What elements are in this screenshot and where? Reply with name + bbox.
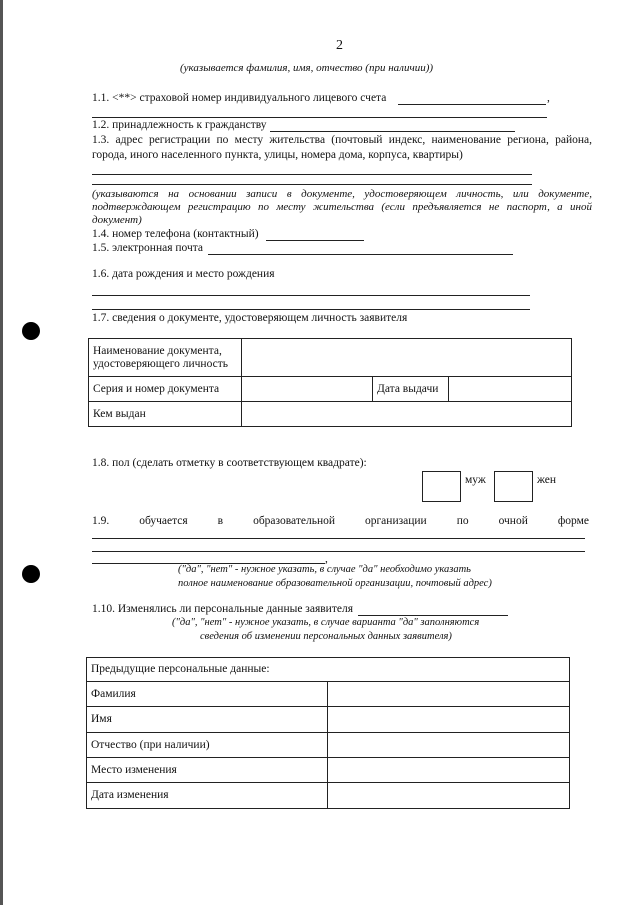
item-1-7-label: 1.7. сведения о документе, удостоверяющем личность заявителя [92, 312, 408, 324]
series-number-value[interactable] [242, 377, 373, 402]
study-field-comma: , [325, 553, 328, 565]
item-1-9-word: по [456, 515, 469, 527]
punch-hole-bottom [22, 565, 40, 583]
separator-line [92, 117, 547, 118]
male-label: муж [465, 474, 486, 486]
study-hint-2: полное наименование образовательной организации, почтовый адрес) [178, 578, 492, 589]
item-1-9-label [92, 515, 589, 527]
change-hint-1: ("да", "нет" - нужное указать, в случае варианта "да" заполняются [172, 617, 480, 628]
study-field-line-2[interactable] [92, 551, 585, 552]
birth-field-line-1[interactable] [92, 295, 530, 296]
issued-by-label: Кем выдан [89, 402, 242, 427]
issue-date-value[interactable] [449, 377, 572, 402]
prev-row-label: Имя [87, 707, 328, 733]
address-hint: (указываются на основании записи в документе, удостоверяющем личность, или документе, подтверждающем регистрацию по месту жительства (если предъявляется не паспорт, а иной документ) [92, 188, 592, 226]
phone-field[interactable] [266, 240, 364, 241]
prev-row-value[interactable] [328, 783, 570, 809]
issue-date-label: Дата выдачи [373, 377, 449, 402]
prev-row-label: Место изменения [87, 758, 328, 783]
item-1-9-word: 1.9. [92, 515, 110, 527]
item-1-6-label: 1.6. дата рождения и место рождения [92, 268, 275, 280]
prev-row-label: Фамилия [87, 682, 328, 707]
doc-name-value[interactable] [242, 339, 572, 377]
item-1-9-word: образовательной [253, 515, 335, 527]
item-1-9-word: обучается [139, 515, 188, 527]
address-field-line-2[interactable] [92, 184, 532, 185]
punch-hole-top [22, 322, 40, 340]
page-number: 2 [336, 38, 343, 53]
female-label: жен [537, 474, 557, 486]
item-1-9-word: организации [364, 515, 427, 527]
prev-row-value[interactable] [328, 758, 570, 783]
issued-by-value[interactable] [242, 402, 572, 427]
previous-data-header: Предыдущие персональные данные: [87, 658, 570, 682]
previous-data-table [86, 657, 570, 809]
series-number-label: Серия и номер документа [89, 377, 242, 402]
item-1-5-label: 1.5. электронная почта [92, 242, 204, 254]
item-1-1-label: 1.1. <**> страховой номер индивидуального лицевого счета [92, 92, 387, 104]
prev-row-value[interactable] [328, 733, 570, 758]
study-hint-1: ("да", "нет" - нужное указать, в случае "да" необходимо указать [178, 564, 471, 575]
item-1-3-label: 1.3. адрес регистрации по месту жительства (почтовый индекс, наименование региона, района, города, иного населенного пункта, улицы, номера дома, корпуса, квартиры) [92, 134, 592, 161]
prev-row-label: Дата изменения [87, 783, 328, 809]
scan-edge [0, 0, 3, 905]
item-1-10-label: 1.10. Изменялись ли персональные данные заявителя [92, 603, 353, 615]
address-field-line-1[interactable] [92, 174, 532, 175]
prev-row-value[interactable] [328, 707, 570, 733]
citizenship-field[interactable] [270, 131, 515, 132]
item-1-9-word: очной [498, 515, 528, 527]
male-checkbox[interactable] [422, 471, 461, 502]
study-field-line-1[interactable] [92, 538, 585, 539]
female-checkbox[interactable] [494, 471, 533, 502]
identity-document-table [88, 338, 572, 427]
snils-field[interactable] [398, 104, 546, 105]
doc-name-label: Наименование документа, удостоверяющего личность [89, 339, 242, 377]
prev-row-value[interactable] [328, 682, 570, 707]
item-1-8-label: 1.8. пол (сделать отметку в соответствующем квадрате): [92, 457, 367, 469]
change-hint-2: сведения об изменении персональных данных заявителя) [200, 631, 452, 642]
item-1-9-word: в [217, 515, 224, 527]
changed-data-field[interactable] [358, 615, 508, 616]
prev-row-label: Отчество (при наличии) [87, 733, 328, 758]
item-1-1-suffix: , [547, 92, 550, 104]
item-1-9-word: форме [557, 515, 589, 527]
email-field[interactable] [208, 254, 513, 255]
item-1-2-label: 1.2. принадлежность к гражданству [92, 119, 267, 131]
birth-field-line-2[interactable] [92, 309, 530, 310]
item-1-4-label: 1.4. номер телефона (контактный) [92, 228, 259, 240]
fio-hint: (указывается фамилия, имя, отчество (при наличии)) [180, 62, 434, 74]
